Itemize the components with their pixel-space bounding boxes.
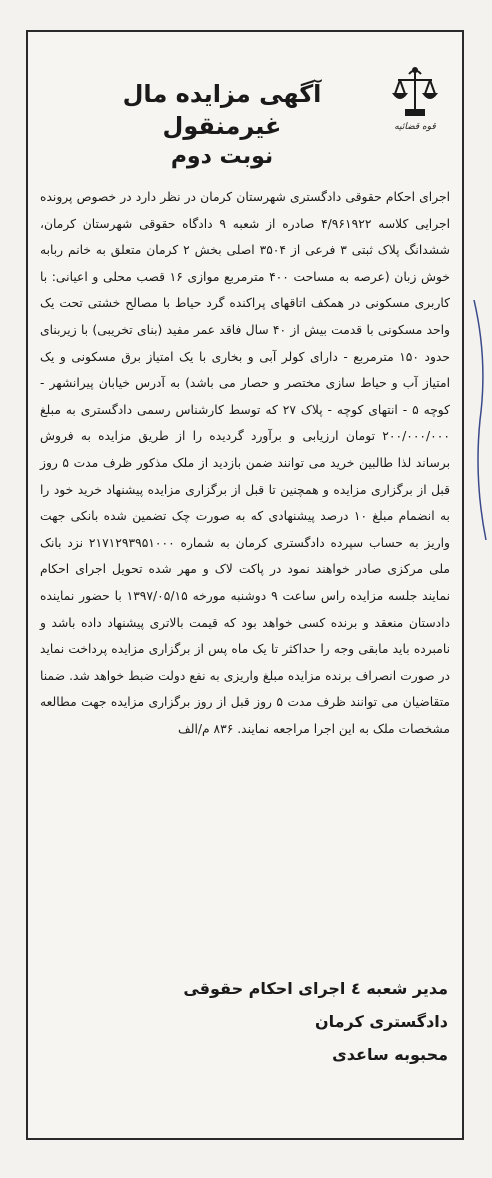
signature-organization: دادگستری کرمان <box>314 1012 448 1031</box>
notice-header <box>46 54 448 169</box>
emblem-caption: قوه قضائیه <box>394 122 436 132</box>
notice-title: آگهی مزایده مال غیرمنقول <box>122 80 322 140</box>
title-block <box>86 78 358 172</box>
notice-frame <box>26 30 464 1140</box>
notice-body: اجرای احکام حقوقی دادگستری شهرستان کرمان در نظر دارد در خصوص پرونده اجرایی کلاسه ۴/۹۶۱۹۲۲ صادره از شعبه ۹ دادگاه حقوقی شهرستان کرمان، ششدانگ پلاک ثبتی ۳ فرعی از ۳۵۰۴ اصلی بخش ۲ کرمان متعلق به خانم ربابه خوش زبان (عرصه به مساحت ۴۰۰ مترمربع موازی ۱۶ قصب محلی و اعیانی: با کاربری مسکونی در همکف اتاقهای پراکنده گرد حیاط با مصالح خشتی تحت یک واحد مسکونی با قدمت بیش از ۴۰ سال فاقد عمر مفید (بنای تخریبی) با زیربنای حدود ۱۵۰ مترمربع - دارای کولر آبی و بخاری با یک امتیاز برق مسکونی و یک امتیاز آب و حیاط سازی مختصر و حصار می باشد) به آدرس خیابان پیرانشهر - کوچه ۵ - انتهای کوچه - پلاک ۲۷ که توسط کارشناس رسمی دادگستری به مبلغ ۲۰۰/۰۰۰/۰۰۰ تومان ارزیابی و برآورد گردیده را از طریق مزایده به فروش برساند لذا طالبین خرید می توانند ضمن بازدید از ملک مذکور ظرف مدت ۵ روز قبل از برگزاری مزایده و همچنین تا قبل از برگزاری مزایده پیشنهاد خرید خود را به انضمام مبلغ ۱۰ درصد پیشنهادی که به صورت چک تضمین شده بانکی جهت واریز به حساب سپرده دادگستری کرمان به شماره ۲۱۷۱۲۹۳۹۵۱۰۰۰ نزد بانک ملی مرکزی صادر خواهند نمود در پاکت لاک و مهر شده تحویل اجرای احکام نمایند جلسه مزایده راس ساعت ۹ دوشنبه مورخه ۱۳۹۷/۰۵/۱۵ با حضور نماینده دادستان منعقد و برنده کسی خواهد بود که قیمت بالاتری پیشنهاد داده باشد و نامبرده باید مابقی وجه را حداکثر تا یک ماه پس از برگزاری مزایده پرداخت نماید در صورت انصراف برنده مزایده مبلغ واریزی به نفع دولت ضبط خواهد شد. ضمنا متقاضیان می توانند ظرف مدت ۵ روز قبل از روز برگزاری مزایده جهت مطالعه مشخصات ملک به این اجرا مراجعه نمایند. ۸۳۶ م/الف <box>40 190 451 736</box>
judiciary-emblem <box>386 64 444 144</box>
signature-name: محبوبه ساعدی <box>332 1045 448 1064</box>
scales-of-justice-icon <box>392 64 438 120</box>
signature-block <box>108 972 448 1071</box>
signature-position: مدیر شعبه ٤ اجرای احکام حقوقی <box>183 979 448 998</box>
notice-subtitle: نوبت دوم <box>170 144 274 169</box>
pen-margin-mark <box>470 300 490 540</box>
